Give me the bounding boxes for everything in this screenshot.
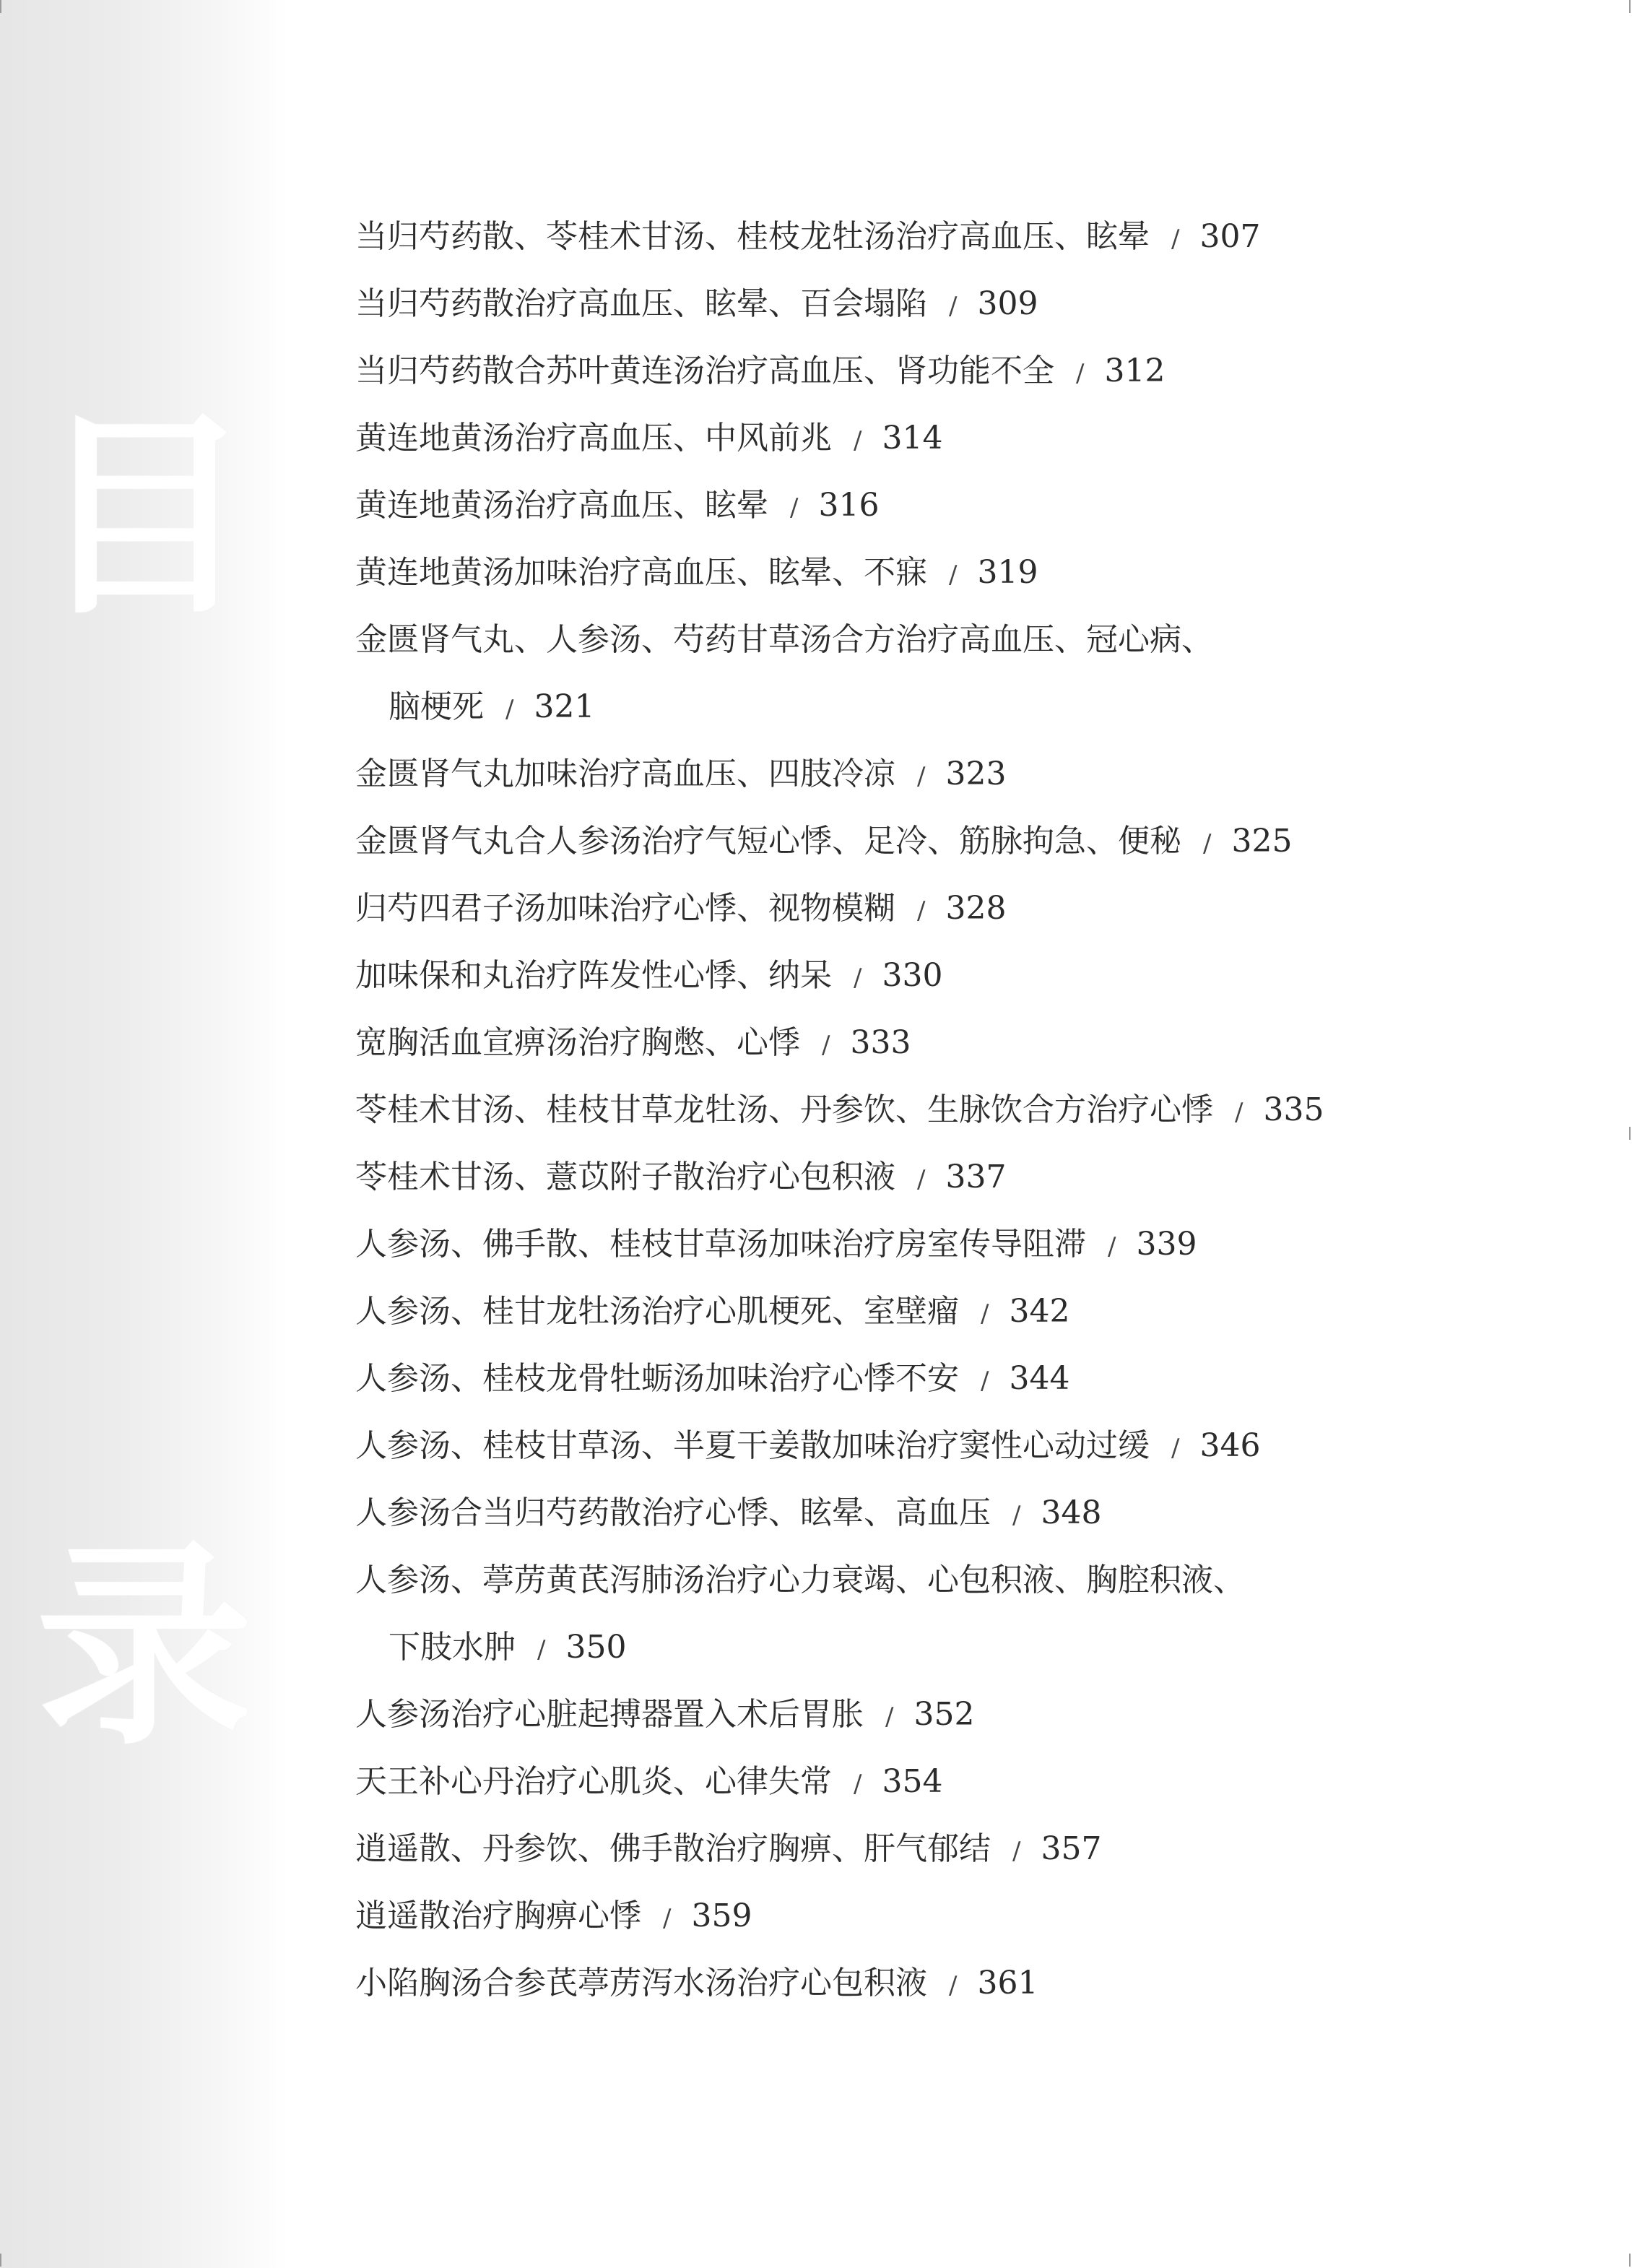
toc-entry-text: 归芍四君子汤加味治疗心悸、视物模糊: [355, 890, 895, 927]
toc-entry-title: [355, 1217, 1438, 1284]
toc-separator: /: [981, 1367, 989, 1395]
toc-entry[interactable]: [355, 277, 1438, 344]
toc-entry-title: [355, 1419, 1438, 1486]
toc-entry-title: [355, 1889, 1438, 1956]
toc-entry-title: [355, 209, 1438, 277]
toc-entry-text: 下肢水肿: [389, 1629, 516, 1666]
toc-page-number: 319: [977, 554, 1038, 591]
toc-separator: /: [854, 1770, 862, 1799]
toc-entry[interactable]: [355, 1284, 1438, 1351]
toc-entry[interactable]: [355, 1016, 1438, 1083]
toc-entry-text: 金匮肾气丸合人参汤治疗气短心悸、足冷、筋脉拘急、便秘: [355, 823, 1181, 860]
toc-separator: /: [885, 1702, 894, 1731]
toc-page-number: 359: [691, 1897, 752, 1934]
toc-entry-text: 加味保和丸治疗阵发性心悸、纳呆: [355, 957, 832, 994]
toc-separator: /: [1171, 1434, 1180, 1463]
toc-entry[interactable]: [355, 411, 1438, 478]
toc-page-number: 348: [1041, 1494, 1102, 1531]
toc-entry[interactable]: [355, 1956, 1438, 2023]
toc-page-number: 307: [1199, 218, 1261, 255]
toc-page-number: 357: [1041, 1830, 1102, 1867]
toc-entry[interactable]: [355, 1754, 1438, 1822]
toc-entry[interactable]: [355, 1083, 1438, 1150]
toc-entry-text: 苓桂术甘汤、薏苡附子散治疗心包积液: [355, 1159, 895, 1195]
toc-page-number: 346: [1199, 1427, 1261, 1464]
toc-separator: /: [949, 1971, 958, 2000]
toc-separator: /: [1235, 1098, 1243, 1127]
toc-entry-title: [355, 1486, 1438, 1553]
toc-entry-title: [355, 1284, 1438, 1351]
table-of-contents: [355, 209, 1438, 2023]
toc-entry-title: [355, 1687, 1438, 1754]
toc-page-number: 328: [945, 890, 1007, 927]
toc-entry-text: 黄连地黄汤治疗高血压、中风前兆: [355, 420, 832, 456]
toc-separator: /: [1012, 1837, 1021, 1866]
toc-page-number: 337: [945, 1159, 1007, 1195]
toc-page-number: 330: [882, 957, 943, 994]
toc-entry-text: 当归芍药散治疗高血压、眩晕、百会塌陷: [355, 285, 927, 322]
toc-entry[interactable]: [355, 747, 1438, 814]
toc-entry-text: 人参汤、桂枝龙骨牡蛎汤加味治疗心悸不安: [355, 1360, 959, 1397]
toc-entry-title: [355, 1553, 1438, 1620]
toc-entry-text: 人参汤合当归芍药散治疗心悸、眩晕、高血压: [355, 1494, 991, 1531]
toc-entry-title: [355, 411, 1438, 478]
toc-page-number: 323: [945, 756, 1007, 792]
toc-entry-text: 人参汤治疗心脏起搏器置入术后胃胀: [355, 1696, 864, 1733]
toc-separator: /: [790, 493, 799, 522]
toc-separator: /: [1171, 225, 1180, 254]
toc-entry-text: 人参汤、葶苈黄芪泻肺汤治疗心力衰竭、心包积液、胸腔积液、: [355, 1562, 1245, 1598]
toc-separator: /: [949, 292, 958, 321]
toc-page-number: 321: [534, 688, 595, 725]
title-char-lu: 录: [36, 1519, 253, 1774]
toc-page-number: 354: [882, 1763, 943, 1800]
crop-mark-mid-right: [1629, 1127, 1631, 1140]
title-char-mu: 目: [36, 389, 253, 644]
toc-entry-title: [355, 478, 1438, 545]
toc-separator: /: [505, 695, 514, 724]
toc-entry-text: 人参汤、桂枝甘草汤、半夏干姜散加味治疗窦性心动过缓: [355, 1427, 1150, 1464]
toc-separator: /: [1076, 359, 1085, 388]
toc-entry-text: 金匮肾气丸加味治疗高血压、四肢冷凉: [355, 756, 895, 792]
toc-entry-title: [355, 277, 1438, 344]
crop-mark-top-right: [1629, 0, 1631, 13]
toc-page-number: 344: [1009, 1360, 1070, 1397]
toc-page-number: 309: [977, 285, 1038, 322]
toc-separator: /: [854, 964, 862, 992]
toc-entry[interactable]: [355, 545, 1438, 613]
toc-separator: /: [1108, 1232, 1116, 1261]
toc-separator: /: [981, 1299, 989, 1328]
toc-entry[interactable]: [355, 1419, 1438, 1486]
toc-separator: /: [537, 1635, 546, 1664]
toc-entry-text: 脑梗死: [389, 688, 484, 725]
toc-entry-text: 人参汤、佛手散、桂枝甘草汤加味治疗房室传导阻滞: [355, 1226, 1086, 1263]
toc-entry-text: 当归芍药散、苓桂术甘汤、桂枝龙牡汤治疗高血压、眩晕: [355, 218, 1150, 255]
toc-separator: /: [949, 560, 958, 589]
toc-entry-text: 黄连地黄汤治疗高血压、眩晕: [355, 487, 768, 524]
toc-entry-title: [355, 747, 1438, 814]
toc-entry[interactable]: [355, 1486, 1438, 1553]
toc-entry-title-continued: [355, 680, 1438, 747]
toc-entry-text: 当归芍药散合苏叶黄连汤治疗高血压、肾功能不全: [355, 352, 1054, 389]
toc-entry-title: [355, 1016, 1438, 1083]
toc-page-number: 352: [913, 1696, 975, 1733]
toc-entry-text: 人参汤、桂甘龙牡汤治疗心肌梗死、室壁瘤: [355, 1293, 959, 1330]
toc-page-number: 350: [565, 1629, 627, 1666]
toc-entry-title: [355, 814, 1438, 881]
toc-entry-text: 黄连地黄汤加味治疗高血压、眩晕、不寐: [355, 554, 927, 591]
crop-mark-top-left: [0, 0, 1, 13]
toc-entry-title: [355, 1956, 1438, 2023]
toc-entry[interactable]: [355, 1822, 1438, 1889]
toc-entry-title: [355, 344, 1438, 411]
toc-entry-title: [355, 613, 1438, 680]
toc-page-number: 314: [882, 420, 943, 456]
toc-entry-title: [355, 1351, 1438, 1419]
toc-entry[interactable]: [355, 344, 1438, 411]
toc-separator: /: [917, 896, 926, 925]
toc-entry-title: [355, 1822, 1438, 1889]
toc-separator: /: [1012, 1501, 1021, 1530]
toc-entry-title: [355, 881, 1438, 948]
toc-entry[interactable]: [355, 881, 1438, 948]
toc-page-number: 342: [1009, 1293, 1070, 1330]
toc-entry-title: [355, 1083, 1438, 1150]
toc-entry-title: [355, 1150, 1438, 1217]
toc-entry-text: 小陷胸汤合参芪葶苈泻水汤治疗心包积液: [355, 1965, 927, 2001]
toc-entry[interactable]: [355, 1553, 1438, 1687]
toc-entry-title: [355, 545, 1438, 613]
toc-entry-title-continued: [355, 1620, 1438, 1687]
toc-entry-text: 苓桂术甘汤、桂枝甘草龙牡汤、丹参饮、生脉饮合方治疗心悸: [355, 1091, 1213, 1128]
toc-separator: /: [1203, 829, 1212, 858]
toc-page-number: 361: [977, 1965, 1038, 2001]
toc-entry[interactable]: [355, 1217, 1438, 1284]
toc-separator: /: [917, 762, 926, 791]
crop-mark-bottom-left: [0, 2254, 1, 2267]
toc-entry-title: [355, 1754, 1438, 1822]
toc-entry[interactable]: [355, 1687, 1438, 1754]
toc-entry[interactable]: [355, 1351, 1438, 1419]
toc-entry[interactable]: [355, 1889, 1438, 1956]
toc-entry-text: 金匮肾气丸、人参汤、芍药甘草汤合方治疗高血压、冠心病、: [355, 621, 1213, 658]
toc-entry[interactable]: [355, 1150, 1438, 1217]
toc-entry[interactable]: [355, 814, 1438, 881]
toc-entry-text: 逍遥散治疗胸痹心悸: [355, 1897, 641, 1934]
toc-entry-title: [355, 948, 1438, 1016]
toc-page-number: 325: [1231, 823, 1293, 860]
toc-entry-text: 逍遥散、丹参饮、佛手散治疗胸痹、肝气郁结: [355, 1830, 991, 1867]
toc-page-number: 316: [818, 487, 880, 524]
side-gradient-band: [0, 0, 289, 2268]
toc-entry[interactable]: [355, 478, 1438, 545]
toc-entry-text: 天王补心丹治疗心肌炎、心律失常: [355, 1763, 832, 1800]
toc-page-number: 339: [1136, 1226, 1197, 1263]
toc-page-number: 312: [1104, 352, 1166, 389]
toc-entry[interactable]: [355, 209, 1438, 277]
toc-separator: /: [917, 1165, 926, 1194]
crop-mark-bottom-right: [1629, 2254, 1631, 2267]
toc-entry[interactable]: [355, 948, 1438, 1016]
toc-page-number: 335: [1263, 1091, 1324, 1128]
toc-page-number: 333: [850, 1024, 911, 1061]
toc-separator: /: [854, 426, 862, 455]
toc-separator: /: [663, 1904, 672, 1933]
toc-separator: /: [822, 1031, 830, 1060]
toc-entry[interactable]: [355, 613, 1438, 747]
toc-entry-text: 宽胸活血宣痹汤治疗胸憋、心悸: [355, 1024, 800, 1061]
